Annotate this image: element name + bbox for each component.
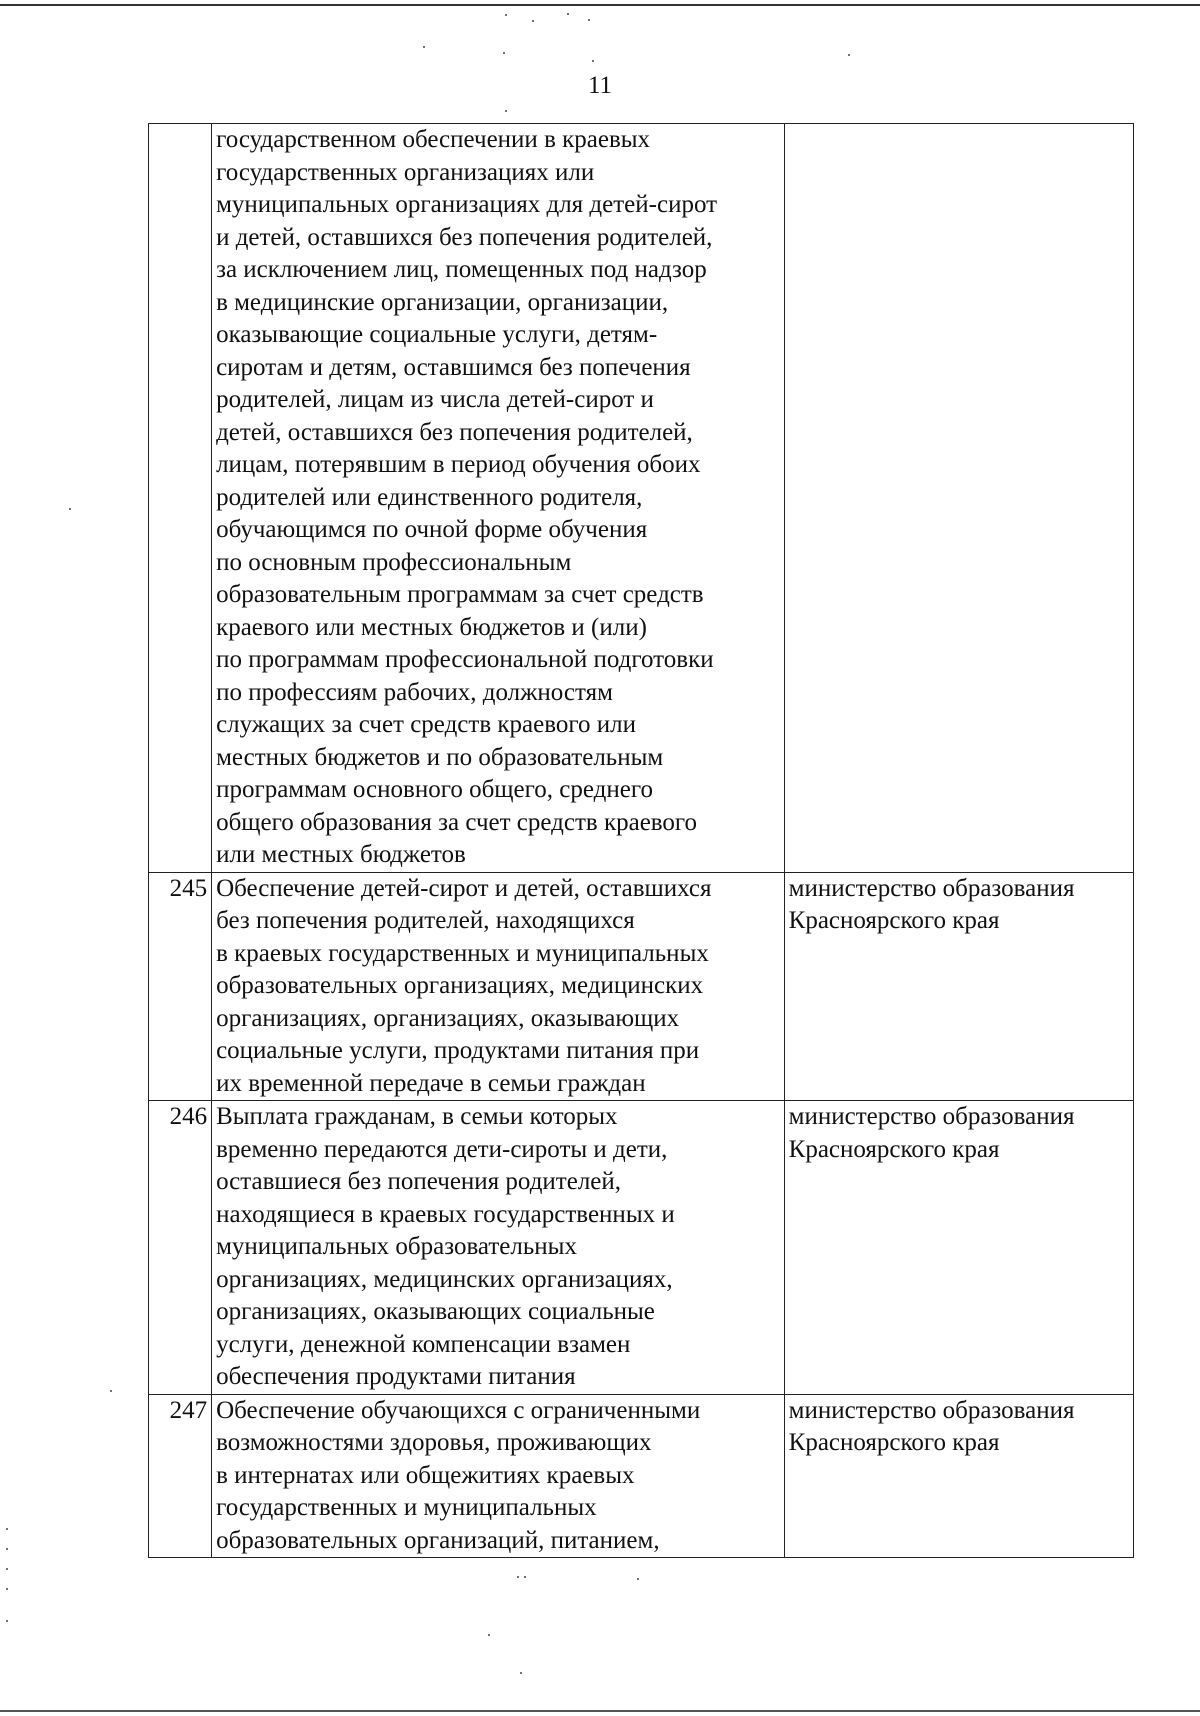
description-line: оказывающие социальные услуги, детям- bbox=[216, 321, 658, 348]
description-line: государственных и муниципальных bbox=[216, 1494, 597, 1521]
description-line: в медицинские организации, организации, bbox=[216, 288, 669, 316]
description-line: общего образования за счет средств краевого bbox=[216, 808, 698, 836]
row-number: 245 bbox=[149, 872, 212, 1101]
scan-speck bbox=[637, 1578, 639, 1580]
scan-speck bbox=[110, 1390, 112, 1392]
description-line: сиротам и детям, оставшимся без попечения bbox=[216, 353, 691, 381]
description-line: краевого или местных бюджетов и (или) bbox=[216, 613, 647, 641]
description-line: родителей, лицам из числа детей-сирот и bbox=[216, 386, 654, 413]
scan-speck bbox=[69, 508, 71, 510]
table-row bbox=[149, 1394, 1134, 1558]
description-line: муниципальных организациях для детей-сирот bbox=[216, 191, 718, 218]
scan-speck bbox=[423, 46, 425, 48]
description-line: находящиеся в краевых государственных и bbox=[216, 1200, 675, 1228]
scan-speck bbox=[505, 110, 507, 112]
row-description bbox=[212, 872, 785, 1101]
executor-line: Красноярского края bbox=[788, 1429, 1000, 1456]
description-line: их временной передаче в семьи граждан bbox=[216, 1069, 646, 1097]
row-description bbox=[212, 124, 785, 873]
description-line: государственных организациях или bbox=[216, 158, 595, 186]
scan-edge-bottom bbox=[0, 1710, 1200, 1712]
description-line: обеспечения продуктами питания bbox=[216, 1363, 576, 1390]
description-line: временно передаются дети-сироты и дети, bbox=[216, 1135, 668, 1163]
table-row bbox=[149, 1101, 1134, 1395]
description-line: муниципальных образовательных bbox=[216, 1233, 577, 1260]
description-line: и детей, оставшихся без попечения родителей, bbox=[216, 223, 713, 251]
scan-speck bbox=[505, 14, 507, 16]
row-number: 246 bbox=[149, 1101, 212, 1395]
description-line: служащих за счет средств краевого или bbox=[216, 711, 636, 738]
description-line: без попечения родителей, находящихся bbox=[216, 907, 635, 934]
scan-speck bbox=[588, 19, 590, 21]
description-line: детей, оставшихся без попечения родителей, bbox=[216, 418, 693, 446]
description-line: лицам, потерявшим в период обучения обоих bbox=[216, 451, 701, 478]
description-line: социальные услуги, продуктами питания при bbox=[216, 1037, 700, 1064]
document-table bbox=[148, 123, 1134, 1558]
table-row bbox=[149, 124, 1134, 873]
row-description bbox=[212, 1101, 785, 1395]
scan-speck bbox=[488, 1634, 490, 1636]
description-line: по профессиям рабочих, должностям bbox=[216, 678, 613, 706]
description-line: в краевых государственных и муниципальных bbox=[216, 939, 709, 967]
scan-speck bbox=[532, 20, 534, 22]
scan-speck bbox=[592, 60, 594, 62]
scan-edge-top bbox=[0, 4, 1200, 6]
description-line: образовательных организациях, медицинских bbox=[216, 972, 704, 999]
description-line: программам основного общего, среднего bbox=[216, 776, 653, 803]
row-description bbox=[212, 1394, 785, 1558]
description-line: обучающимся по очной форме обучения bbox=[216, 516, 648, 543]
table-row bbox=[149, 872, 1134, 1101]
scan-speck bbox=[6, 1548, 8, 1550]
row-executor bbox=[784, 1101, 1133, 1395]
description-line: по основным профессиональным bbox=[216, 548, 572, 576]
scan-speck bbox=[517, 1576, 519, 1578]
row-executor bbox=[784, 124, 1133, 873]
description-line: в интернатах или общежитиях краевых bbox=[216, 1461, 635, 1489]
executor-line: Красноярского края bbox=[788, 907, 1000, 934]
description-line: Обеспечение обучающихся с ограниченными bbox=[216, 1396, 701, 1424]
scan-speck bbox=[567, 13, 569, 15]
description-line: Обеспечение детей-сирот и детей, оставшихся bbox=[216, 874, 712, 902]
scan-speck bbox=[520, 1672, 522, 1674]
description-line: по программам профессиональной подготовки bbox=[216, 646, 714, 673]
executor-line: министерство образования bbox=[788, 874, 1075, 902]
description-line: возможностями здоровья, проживающих bbox=[216, 1429, 652, 1456]
description-line: услуги, денежной компенсации взамен bbox=[216, 1330, 631, 1358]
description-line: организациях, оказывающих социальные bbox=[216, 1298, 655, 1325]
scan-speck bbox=[6, 1620, 8, 1622]
executor-line: Красноярского края bbox=[788, 1135, 1000, 1163]
description-line: государственном обеспечении в краевых bbox=[216, 126, 651, 153]
scan-speck bbox=[6, 1528, 8, 1530]
scan-speck bbox=[524, 1576, 526, 1578]
scan-speck bbox=[6, 1588, 8, 1590]
description-line: образовательным программам за счет средств bbox=[216, 581, 704, 608]
description-line: местных бюджетов и по образовательным bbox=[216, 743, 664, 771]
executor-line: министерство образования bbox=[788, 1103, 1075, 1130]
description-line: за исключением лиц, помещенных под надзор bbox=[216, 256, 707, 283]
scan-speck bbox=[6, 1568, 8, 1570]
table-body bbox=[149, 124, 1134, 1558]
page-number: 11 bbox=[587, 72, 613, 99]
description-line: родителей или единственного родителя, bbox=[216, 483, 643, 511]
description-line: или местных бюджетов bbox=[216, 841, 466, 868]
description-line: оставшиеся без попечения родителей, bbox=[216, 1168, 622, 1195]
description-line: организациях, медицинских организациях, bbox=[216, 1265, 673, 1293]
description-line: Выплата гражданам, в семьи которых bbox=[216, 1103, 618, 1130]
description-line: образовательных организаций, питанием, bbox=[216, 1526, 660, 1554]
row-executor bbox=[784, 1394, 1133, 1558]
scan-speck bbox=[503, 52, 505, 54]
scan-speck bbox=[848, 54, 850, 56]
row-number: 247 bbox=[149, 1394, 212, 1558]
row-number bbox=[149, 124, 212, 873]
row-executor bbox=[784, 872, 1133, 1101]
executor-line: министерство образования bbox=[788, 1396, 1075, 1424]
description-line: организациях, организациях, оказывающих bbox=[216, 1004, 680, 1032]
